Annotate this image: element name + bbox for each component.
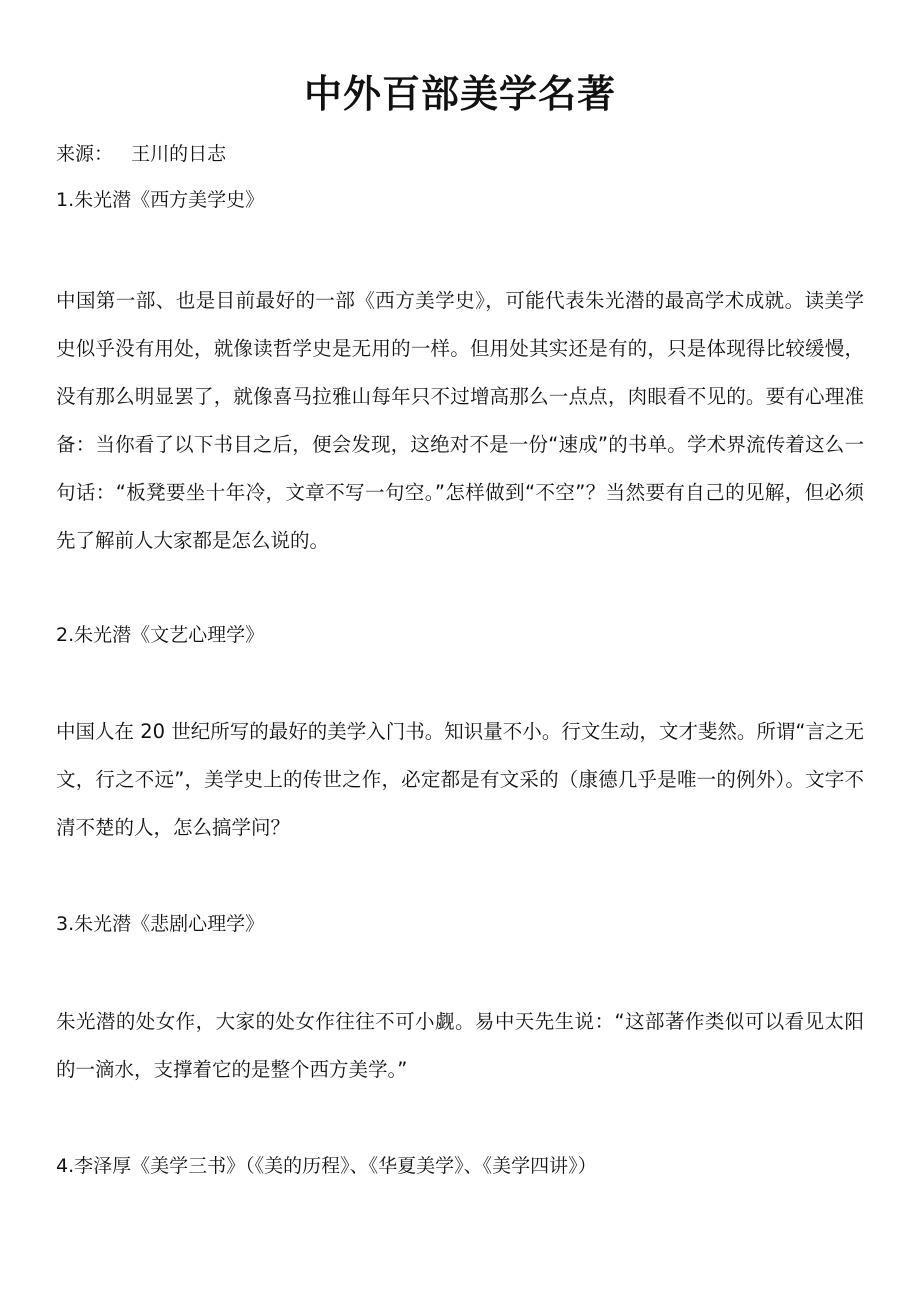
section-heading-4: 4.李泽厚《美学三书》（《美的历程》、《华夏美学》、《美学四讲》） [56, 1155, 597, 1177]
source-line: 来源： 王川的日志 [56, 143, 227, 165]
section-body-2: 中国人在 20 世纪所写的最好的美学入门书。知识量不小。行文生动，文才斐然。所谓“言之无文，行之不远”，美学史上的传世之作，必定都是有文采的（康德几乎是唯一的例外）。文字不清不楚的人，怎么搞学问？ [56, 720, 864, 839]
section-body-1: 中国第一部、也是目前最好的一部《西方美学史》，可能代表朱光潜的最高学术成就。读美学史似乎没有用处，就像读哲学史是无用的一样。但用处其实还是有的，只是体现得比较缓慢，没有那么明显罢了，就像喜马拉雅山每年只不过增高那么一点点，肉眼看不见的。要有心理准备：当你看了以下书目之后，便会发现，这绝对不是一份“速成”的书单。学术界流传着这么一句话：“板凳要坐十年冷，文章不写一句空。”怎样做到“不空”？当然要有自己的见解，但必须先了解前人大家都是怎么说的。 [56, 289, 864, 552]
section-heading-3: 3.朱光潜《悲剧心理学》 [56, 913, 265, 935]
page-title: 中外百部美学名著 [303, 72, 616, 116]
section-body-3: 朱光潜的处女作，大家的处女作往往不可小觑。易中天先生说：“这部著作类似可以看见太阳的一滴水，支撑着它的是整个西方美学。” [56, 1010, 864, 1081]
section-heading-2: 2.朱光潜《文艺心理学》 [56, 624, 265, 646]
section-heading-1: 1.朱光潜《西方美学史》 [56, 189, 265, 211]
